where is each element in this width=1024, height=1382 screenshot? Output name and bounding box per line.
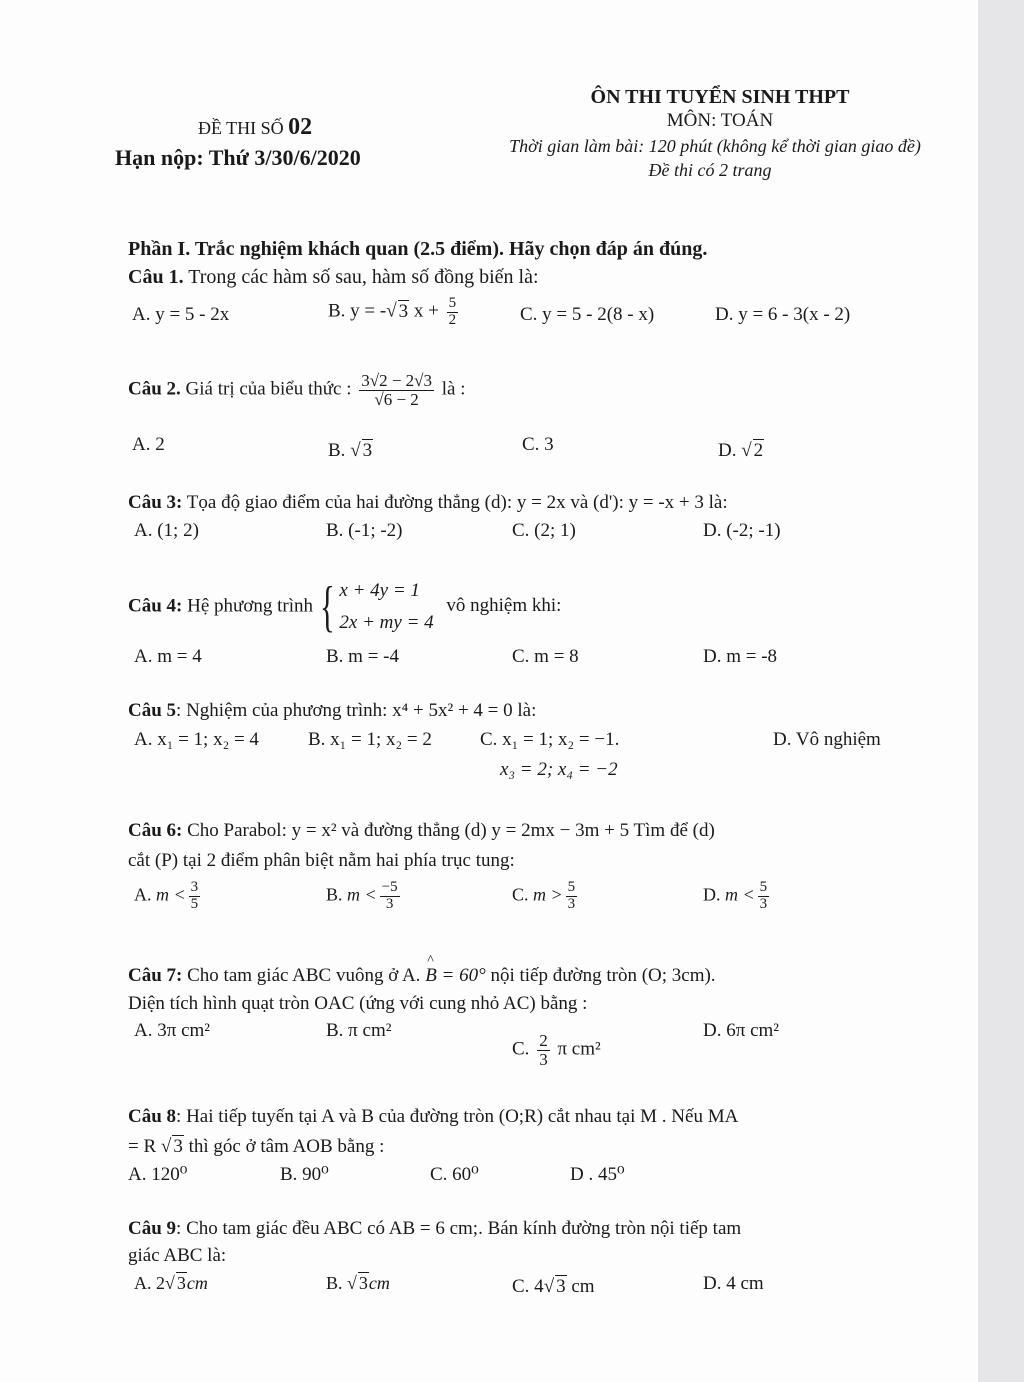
q2-option-d: D. √ 2 (718, 440, 764, 461)
q8-line2-radicand: 3 (173, 1136, 183, 1157)
q2-option-a: A. 2 (132, 434, 165, 455)
q6-a-numerator: 3 (190, 879, 199, 895)
q6-option-d (703, 880, 772, 913)
q3-stem (128, 492, 728, 514)
q6-option-a (134, 880, 203, 913)
q5-stem (128, 700, 536, 722)
q5-label: Câu 5 (128, 700, 177, 721)
header-time: Thời gian làm bài: 120 phút (không kể thời gian giao đề) (509, 136, 921, 156)
q6-a-prefix: A. (134, 884, 152, 905)
q6-d-fraction (758, 880, 770, 913)
q2-d-radicand: 2 (753, 440, 764, 461)
q4-equation-1: x + 4y = 1 (339, 580, 420, 601)
q8-line2-prefix: = R (128, 1136, 157, 1157)
q3-option-b: B. (-1; -2) (326, 520, 403, 541)
q4-option-a: A. m = 4 (134, 646, 202, 667)
q4-brace: { (319, 576, 335, 638)
q3-option-d: D. (-2; -1) (703, 520, 781, 541)
q7-angle-value: = 60° (441, 965, 486, 986)
q6-stem-line2: cắt (P) tại 2 điểm phân biệt nằm hai phía trục tung: (128, 850, 515, 871)
q8-option-d: D . 45⁰ (570, 1164, 625, 1185)
q4-label: Câu 4: (128, 595, 183, 617)
q7-stem-line2: Diện tích hình quạt tròn OAC (ứng với cung nhỏ AC) bằng : (128, 993, 588, 1014)
q2-text: Giá trị của biểu thức : (185, 378, 352, 400)
q6-b-fraction (380, 880, 400, 913)
q8-option-a: A. 120⁰ (128, 1164, 188, 1185)
header-subject: MÔN: TOÁN (666, 110, 774, 131)
q1-option-c: C. y = 5 - 2(8 - x) (520, 304, 655, 325)
q4-option-c: C. m = 8 (512, 646, 579, 667)
q8-stem-line2: = R √ 3 thì góc ở tâm AOB bằng : (128, 1136, 385, 1157)
q1-b-radicand: 3 (398, 300, 409, 322)
q6-b-relation: m < (347, 884, 377, 905)
q1-stem (128, 266, 539, 289)
q7-angle: ^ B (425, 965, 437, 987)
q5-option-d: D. Vô nghiệm (773, 729, 881, 750)
q1-b-mid: x + (413, 300, 439, 322)
q2-label: Câu 2. (128, 378, 181, 400)
q2-b-prefix: B. (328, 440, 346, 461)
q7-option-c (512, 1032, 601, 1069)
q2-denominator: √6 − 2 (374, 389, 419, 409)
q6-d-denominator: 3 (759, 895, 768, 912)
q2-d-prefix: D. (718, 440, 737, 461)
side-scroll-area (978, 0, 1024, 1382)
q9-b-unit: cm (368, 1273, 390, 1293)
q6-stem (128, 820, 715, 842)
q5-text: : Nghiệm của phương trình: x⁴ + 5x² + 4 = 0 là: (176, 700, 537, 721)
q8-stem (128, 1106, 738, 1128)
q9-option-b: B. √ 3cm (326, 1273, 390, 1293)
q7-text-post: nội tiếp đường tròn (O; 3cm). (490, 965, 716, 986)
q7-stem (128, 965, 716, 987)
q5-option-c-line2: x₃ = 2; x₄ = −2 (500, 759, 618, 780)
part1-title: Phần I. Trắc nghiệm khách quan (2.5 điểm). Hãy chọn đáp án đúng. (128, 238, 708, 260)
q6-b-numerator: −5 (381, 879, 398, 895)
exam-number: 02 (288, 114, 313, 140)
q6-c-relation: m > (533, 884, 563, 905)
q7-c-denominator: 3 (539, 1049, 548, 1069)
q1-b-denominator: 2 (448, 311, 457, 328)
q9-c-unit: cm (571, 1276, 595, 1297)
q6-c-fraction (566, 880, 578, 913)
q2-option-b: B. √ 3 (328, 440, 373, 461)
q9-a-prefix: A. 2 (134, 1273, 165, 1293)
q7-option-b: B. π cm² (326, 1020, 392, 1041)
q9-option-d: D. 4 cm (703, 1273, 764, 1294)
q7-text-pre: Cho tam giác ABC vuông ở A. (187, 965, 421, 986)
q6-a-relation: m < (156, 884, 186, 905)
q2-tail: là : (441, 378, 466, 400)
q6-d-relation: m < (725, 884, 755, 905)
deadline: Hạn nộp: Thứ 3/30/6/2020 (115, 145, 361, 170)
q9-c-radicand: 3 (556, 1276, 566, 1297)
q8-line2-suffix: thì góc ở tâm AOB bằng : (188, 1136, 385, 1157)
q2-option-c: C. 3 (522, 434, 554, 455)
q7-c-fraction (537, 1032, 550, 1069)
q9-text: : Cho tam giác đều ABC có AB = 6 cm;. Bán kính đường tròn nội tiếp tam (176, 1218, 742, 1239)
q9-stem-line2: giác ABC là: (128, 1245, 227, 1266)
q4-option-b: B. m = -4 (326, 646, 399, 667)
q8-option-b: B. 90⁰ (280, 1164, 329, 1185)
q9-a-radicand: 3 (176, 1273, 186, 1293)
q9-stem (128, 1218, 741, 1240)
q6-c-prefix: C. (512, 884, 529, 905)
q7-c-prefix: C. (512, 1038, 530, 1060)
q1-b-fraction (447, 296, 459, 329)
q3-text: Tọa độ giao điểm của hai đường thẳng (d): y = 2x và (d'): y = -x + 3 là: (186, 492, 728, 513)
q9-b-prefix: B. (326, 1273, 343, 1293)
q7-c-numerator: 2 (539, 1031, 548, 1050)
q2-fraction (359, 372, 434, 409)
q5-option-b: B. x₁ = 1; x₂ = 2 (308, 729, 432, 750)
q5-option-c-line1: C. x₁ = 1; x₂ = −1. (480, 729, 620, 750)
q2-numerator: 3√2 − 2√3 (361, 371, 432, 390)
q6-c-numerator: 5 (567, 879, 576, 895)
q4-system (339, 575, 433, 639)
exam-label: ĐỀ THI SỐ (198, 118, 284, 138)
q2-stem (128, 372, 465, 409)
q6-d-prefix: D. (703, 884, 721, 905)
q1-b-prefix: B. y = - (328, 300, 387, 322)
header-title: ÔN THI TUYỂN SINH THPT (590, 86, 850, 108)
q9-b-radicand: 3 (358, 1273, 368, 1293)
q6-c-denominator: 3 (567, 895, 576, 912)
q6-a-fraction (189, 880, 201, 913)
exam-number-line (198, 114, 312, 141)
q5-option-a: A. x₁ = 1; x₂ = 4 (134, 729, 259, 750)
q9-option-a: A. 2√ 3cm (134, 1273, 208, 1293)
q6-text: Cho Parabol: y = x² và đường thẳng (d) y = 2mx − 3m + 5 Tìm để (d) (187, 820, 715, 841)
q8-option-c: C. 60⁰ (430, 1164, 479, 1185)
q7-option-a: A. 3π cm² (134, 1020, 210, 1041)
q9-option-c: C. 4√ 3 cm (512, 1276, 595, 1297)
q4-equation-2: 2x + my = 4 (339, 612, 434, 633)
q1-option-b: B. y = -√ 3 x + $\frac{5}{2}$ (328, 295, 457, 328)
q4-tail: vô nghiệm khi: (446, 595, 562, 617)
q1-option-a: A. y = 5 - 2x (132, 304, 230, 325)
q6-b-denominator: 3 (385, 895, 394, 912)
q1-option-d: D. y = 6 - 3(x - 2) (715, 304, 851, 325)
q7-option-d: D. 6π cm² (703, 1020, 779, 1041)
header-pages: Đề thi có 2 trang (648, 160, 772, 180)
q9-a-unit: cm (186, 1273, 208, 1293)
q6-option-b (326, 880, 403, 913)
q9-c-prefix: C. 4 (512, 1276, 544, 1297)
q8-label: Câu 8 (128, 1106, 177, 1127)
q8-text: : Hai tiếp tuyến tại A và B của đường tròn (O;R) cắt nhau tại M . Nếu MA (176, 1106, 739, 1127)
q4-text: Hệ phương trình (187, 595, 314, 617)
q1-text: Trong các hàm số sau, hàm số đồng biến là: (188, 266, 539, 288)
q3-option-a: A. (1; 2) (134, 520, 199, 541)
q6-d-numerator: 5 (759, 879, 768, 895)
q2-b-radicand: 3 (362, 440, 373, 461)
q3-label: Câu 3: (128, 492, 183, 513)
q7-c-suffix: π cm² (557, 1038, 601, 1060)
q6-b-prefix: B. (326, 884, 343, 905)
q4-option-d: D. m = -8 (703, 646, 778, 667)
q7-label: Câu 7: (128, 965, 183, 986)
q6-label: Câu 6: (128, 820, 183, 841)
q4-stem (128, 575, 561, 639)
q1-label: Câu 1. (128, 266, 184, 288)
q3-option-c: C. (2; 1) (512, 520, 576, 541)
q9-label: Câu 9 (128, 1218, 177, 1239)
q6-option-c (512, 880, 580, 913)
q1-b-numerator: 5 (448, 295, 457, 311)
q6-a-denominator: 5 (190, 895, 199, 912)
